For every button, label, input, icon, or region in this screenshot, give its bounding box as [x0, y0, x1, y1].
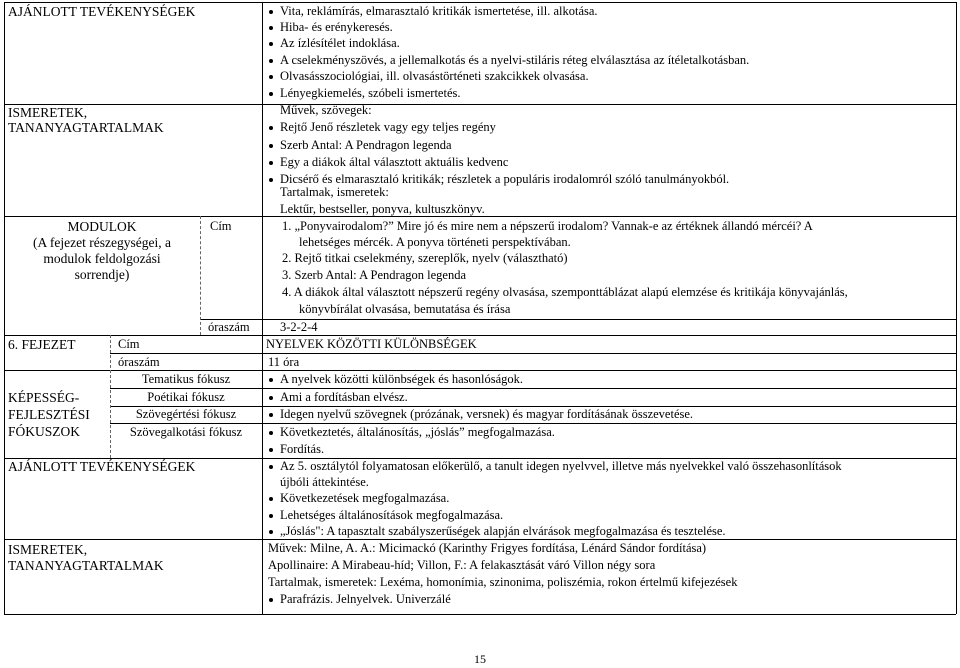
label-kepesseg: KÉPESSÉG-: [8, 390, 80, 405]
oraszam-value: 3-2-2-4: [280, 320, 318, 334]
module-line: 3. Szerb Antal: A Pendragon legenda: [282, 268, 466, 282]
rule-cim-dashed: [200, 216, 201, 335]
list-item: Szerb Antal: A Pendragon legenda: [266, 138, 452, 153]
rule-main-divider-top: [262, 2, 263, 335]
label-cim: Cím: [210, 219, 232, 233]
focus-value: A nyelvek közötti különbségek és hasonlóságok.: [266, 372, 523, 387]
focus-value: Ami a fordításban elvész.: [266, 390, 408, 405]
label-oraszam: óraszám: [208, 320, 250, 334]
rule-top: [4, 2, 956, 3]
list-item: Lehetséges általánosítások megfogalmazása.: [266, 508, 503, 523]
list-item: Dicsérő és elmarasztaló kritikák; részletek a populáris irodalomról szóló tanulmányokból.: [266, 172, 729, 187]
label-modulok: MODULOK: [67, 219, 137, 234]
chapter-cim-label: Cím: [118, 337, 140, 351]
list-item: Következetések megfogalmazása.: [266, 491, 449, 506]
list-item: Az ízlésítélet indoklása.: [266, 36, 400, 51]
tartalmak-text: Lektűr, bestseller, ponyva, kultuszkönyv.: [280, 202, 485, 216]
label-tananyagtartalmak: TANANYAGTARTALMAK: [8, 120, 164, 135]
list-item: Olvasásszociológiai, ill. olvasástörténeti szakcikkek olvasása.: [266, 69, 589, 84]
label-tananyagtartalmak-2: TANANYAGTARTALMAK: [8, 558, 164, 573]
list-item: Hiba- és erénykeresés.: [266, 20, 393, 35]
module-line: 2. Rejtő titkai cselekmény, szereplők, nyelv (választható): [282, 251, 568, 265]
rule-left: [4, 2, 5, 614]
list-item: Rejtő Jenő részletek vagy egy teljes regény: [266, 120, 496, 135]
page-number: 15: [474, 652, 486, 666]
list-item: Parafrázis. Jelnyelvek. Univerzálé: [266, 592, 451, 607]
label-modulok-desc: modulok feldolgozási: [43, 251, 161, 266]
rule-ismeretek-2: [4, 539, 956, 540]
rule-right: [956, 2, 957, 614]
rule-focus-top: [4, 370, 956, 371]
list-item: Lényegkiemelés, szóbeli ismertetés.: [266, 86, 461, 101]
list-item: A cselekményszövés, a jellemalkotás és a nyelvi-stiláris réteg elválasztása az ítéletalkotásban.: [266, 53, 749, 68]
rule-chapter-oraszam: [110, 353, 956, 354]
focus-label: Szövegalkotási fókusz: [129, 425, 243, 439]
chapter-oraszam-value: 11 óra: [268, 355, 300, 369]
rule-chapter: [4, 335, 956, 336]
tartalmak-line: Tartalmak, ismeretek: Lexéma, homonímia, szinonima, poliszémia, rokon értelmű kifejezések: [268, 575, 738, 589]
label-fejlesztesi: FEJLESZTÉSI: [8, 407, 90, 422]
label-ajanlott-tevekenysegek: AJÁNLOTT TEVÉKENYSÉGEK: [8, 4, 196, 19]
label-modulok-desc: (A fejezet részegységei, a: [33, 235, 171, 250]
label-ismeretek-2: ISMERETEK,: [8, 542, 88, 557]
chapter-title: NYELVEK KÖZÖTTI KÜLÖNBSÉGEK: [266, 337, 477, 351]
list-item: „Jóslás": A tapasztalt szabályszerűségek alapján elvárások megfogalmazása és tesztelése.: [266, 524, 726, 539]
module-line: lehetséges mércék. A ponyva történeti perspektívában.: [299, 235, 571, 249]
focus-extra: Fordítás.: [266, 442, 324, 457]
list-item: Vita, reklámírás, elmarasztaló kritikák ismertetése, ill. alkotása.: [266, 4, 598, 19]
focus-label: Poétikai fókusz: [147, 390, 225, 404]
rule-focus-4: [110, 423, 956, 424]
chapter-oraszam-label: óraszám: [118, 355, 160, 369]
muvek-line: Művek: Milne, A. A.: Micimackó (Karinthy Frigyes fordítása, Lénárd Sándor fordítása): [268, 541, 707, 555]
muvek-line-2: Apollinaire: A Mirabeau-híd; Villon, F.: A felakasztását váró Villon négy sora: [268, 558, 656, 572]
tartalmak-heading: Tartalmak, ismeretek:: [280, 185, 389, 199]
list-item: Egy a diákok által választott aktuális kedvenc: [266, 155, 508, 170]
focus-label: Szövegértési fókusz: [135, 407, 237, 421]
chapter-title-label: 6. FEJEZET: [8, 337, 76, 352]
rule-bottom: [4, 614, 956, 615]
rule-main-divider-bottom: [262, 335, 263, 614]
focus-value: Következtetés, általánosítás, „jóslás” megfogalmazása.: [266, 425, 555, 440]
label-fokuszok: FÓKUSZOK: [8, 424, 81, 439]
focus-label: Tematikus fókusz: [141, 372, 231, 386]
rule-focus-2: [110, 388, 956, 389]
rule-ismeretek: [4, 104, 956, 105]
label-ajanlott-tevekenysegek-2: AJÁNLOTT TEVÉKENYSÉGEK: [8, 459, 196, 474]
label-ismeretek: ISMERETEK,: [8, 105, 88, 120]
module-line: könyvbírálat olvasása, bemutatása és írása: [299, 302, 511, 316]
label-modulok-desc: sorrendje): [74, 267, 130, 282]
list-item-continued: újbóli áttekintése.: [280, 475, 369, 489]
module-line: 4. A diákok által választott népszerű regény olvasása, szemponttáblázat alapú elemzése és kritikája könyvajánlás,: [282, 285, 848, 299]
list-item: Az 5. osztálytól folyamatosan előkerülő, a tanult idegen nyelvvel, illetve más nyelvekkel való összehasonlítások: [266, 459, 842, 474]
muvek-heading: Művek, szövegek:: [280, 103, 372, 117]
module-line: 1. „Ponyvairodalom?” Mire jó és mire nem a népszerű irodalom? Vannak-e az értéknek állandó mércéi? A: [282, 219, 813, 233]
focus-value: Idegen nyelvű szövegnek (prózának, versnek) és magyar fordításának összevetése.: [266, 407, 693, 422]
